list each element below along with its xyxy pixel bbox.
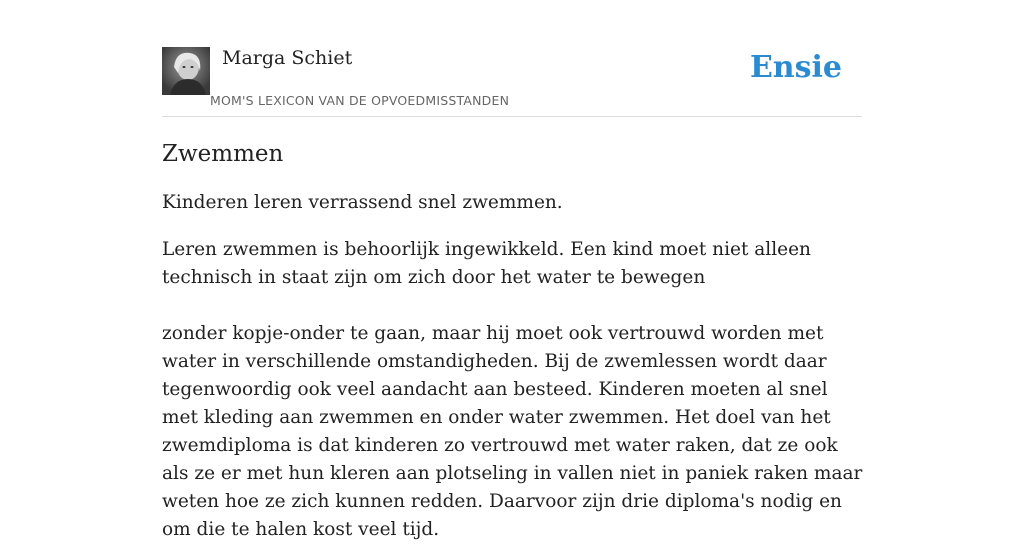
article-paragraph-1: Leren zwemmen is behoorlijk ingewikkeld. Een kind moet niet alleen technisch in staat zijn om zich door het water te bewegen <box>162 239 811 288</box>
author-photo <box>162 47 210 95</box>
header <box>162 46 862 117</box>
article-title: Zwemmen <box>162 141 284 167</box>
brand-logo[interactable]: Ensie <box>749 50 842 85</box>
article-paragraph-2: zonder kopje-onder te gaan, maar hij moet ook vertrouwd worden met water in verschillende omstandigheden. Bij de zwemlessen wordt daar tegenwoordig ook veel aandacht aan besteed. Kinderen moeten al snel met kleding aan zwemmen en onder water zwemmen. Het doel van het zwemdiploma is dat kinderen zo vertrouwd met water raken, dat ze ook als ze er met hun kleren aan plotseling in vallen niet in paniek raken maar weten hoe ze zich kunnen redden. Daarvoor zijn drie diploma's nodig en om die te halen kost veel tijd. <box>162 323 863 540</box>
article-subtitle: Kinderen leren verrassend snel zwemmen. <box>162 192 563 213</box>
article <box>162 138 864 544</box>
avatar[interactable] <box>162 47 210 95</box>
author-name[interactable]: Marga Schiet <box>222 47 353 69</box>
collection-title[interactable]: MOM'S LEXICON VAN DE OPVOEDMISSTANDEN <box>210 93 510 108</box>
